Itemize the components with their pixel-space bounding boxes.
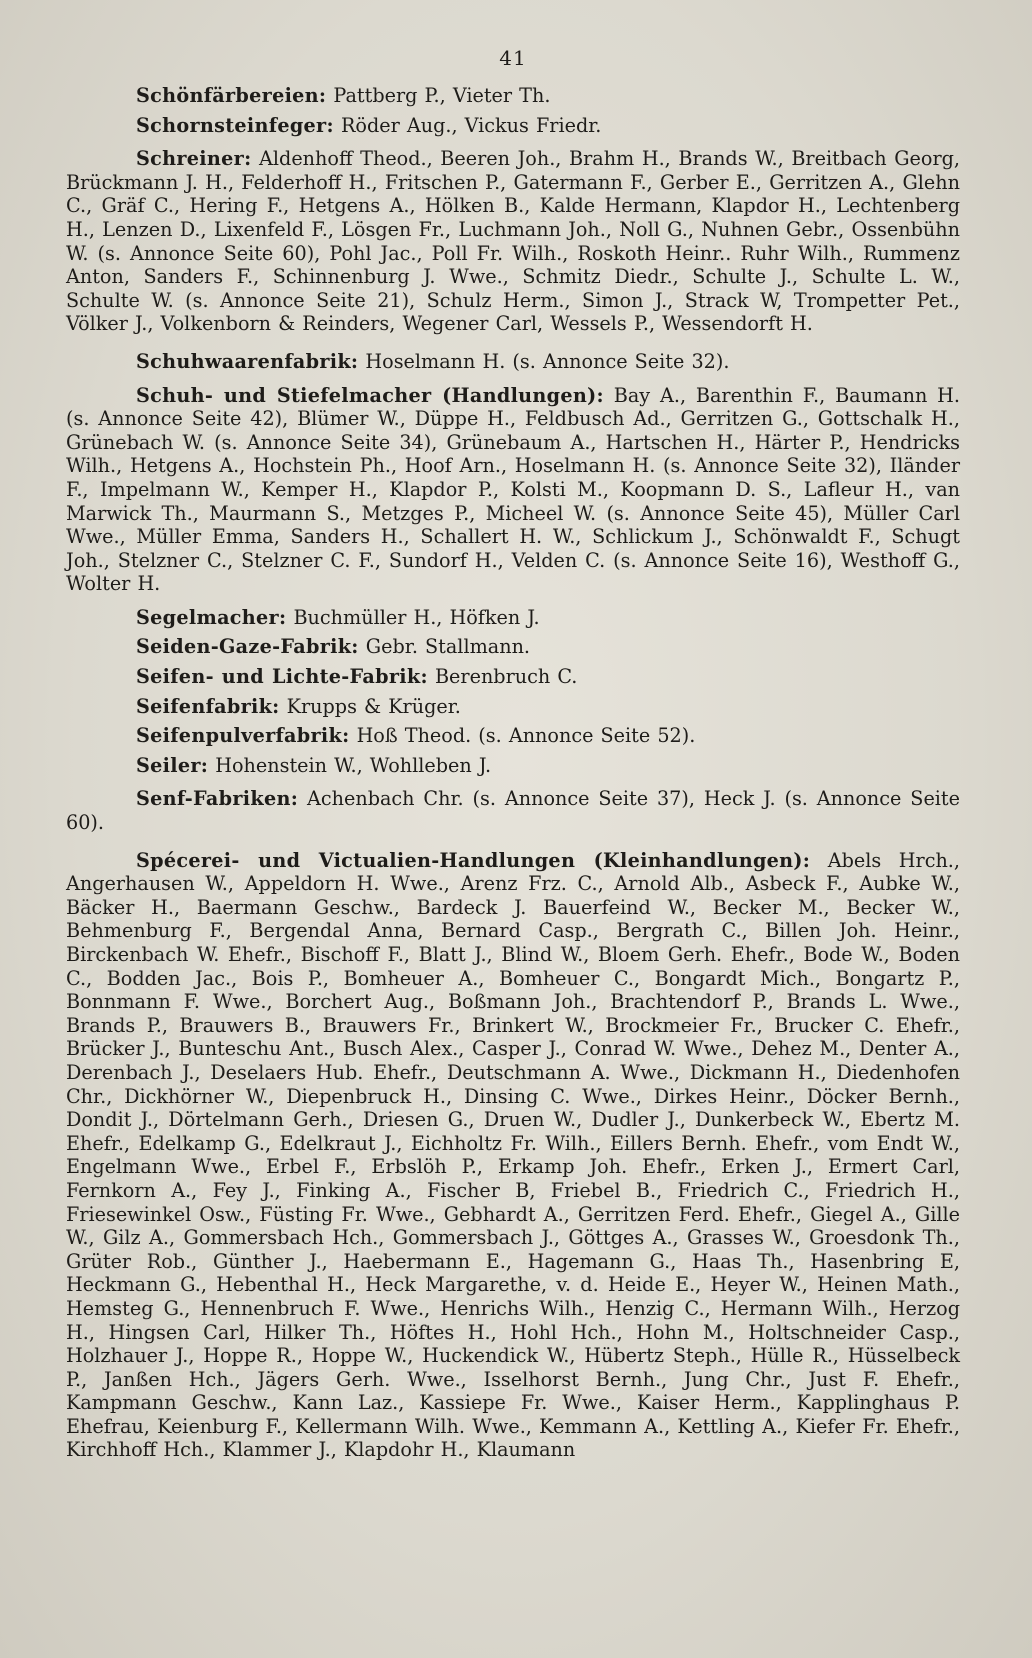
entry-text: Krupps & Krüger.: [279, 694, 461, 718]
entry-specerei-und-victualien: [66, 849, 960, 1462]
entry-heading: Schreiner:: [136, 147, 252, 171]
entry-heading: Senf-Fabriken:: [136, 787, 299, 811]
entry-text: Aldenhoff Theod., Beeren Joh., Brahm H., Brands W., Breitbach Georg, Brückmann J. H., Felderhoff H., Fritschen P., Gatermann F., Gerber E., Gerritzen A., Glehn C., Gräf C., Hering F., Hetgens A., Hölken B., Kalde Hermann, Klapdor H., Lechtenberg H., Lenzen D., Lixenfeld F., Lösgen Fr., Luchmann Joh., Noll G., Nuhnen Gebr., Ossenbühn W. (s. Annonce Seite 60), Pohl Jac., Poll Fr. Wilh., Roskoth Heinr.. Ruhr Wilh., Rummenz Anton, Sanders F., Schinnenburg J. Wwe., Schmitz Diedr., Schulte J., Schulte L. W., Schulte W. (s. Annonce Seite 21), Schulz Herm., Simon J., Strack W, Trompetter Pet., Völker J., Volkenborn & Reinders, Wegener Carl, Wessels P., Wessendorft H.: [66, 147, 960, 336]
entry-heading: Seifen- und Lichte-Fabrik:: [136, 665, 428, 689]
entry-seifen-und-lichte-fabrik: [66, 665, 960, 689]
entry-heading: Spécerei- und Victualien-Handlungen (Kleinhandlungen):: [136, 848, 811, 872]
entry-heading: Segelmacher:: [136, 605, 287, 629]
entry-schreiner: [66, 147, 960, 336]
entry-seiden-gaze-fabrik: [66, 635, 960, 659]
entry-text: Buchmüller H., Höfken J.: [286, 605, 540, 629]
entry-heading: Seifenfabrik:: [136, 694, 280, 718]
entry-text: Pattberg P., Vieter Th.: [326, 84, 551, 107]
page-number: 41: [499, 46, 527, 70]
entry-seifenfabrik: [66, 695, 960, 719]
entry-text: Berenbruch C.: [427, 665, 578, 689]
entry-schornsteinfeger: [66, 114, 960, 138]
entry-schuh-und-stiefelmacher: [66, 384, 960, 596]
entry-heading: Seiler:: [136, 753, 209, 777]
entry-heading: Schuhwaarenfabrik:: [136, 349, 359, 373]
entry-schuhwaarenfabrik: [66, 350, 960, 374]
entry-heading: Schönfärbereien:: [136, 84, 327, 107]
entry-segelmacher: [66, 606, 960, 630]
entry-text: Hoß Theod. (s. Annonce Seite 52).: [349, 724, 696, 748]
entry-heading: Seifenpulverfabrik:: [136, 724, 350, 748]
entry-seiler: [66, 754, 960, 778]
entry-seifenpulverfabrik: [66, 724, 960, 748]
entry-heading: Seiden-Gaze-Fabrik:: [136, 635, 359, 659]
entry-text: Gebr. Stallmann.: [358, 635, 531, 659]
entry-text: Achenbach Chr. (s. Annonce Seite 37), Heck J. (s. Annonce Seite 60).: [66, 787, 960, 835]
entry-schoenfaerbereien: [66, 84, 960, 108]
entry-text: Bay A., Barenthin F., Baumann H. (s. Annonce Seite 42), Blümer W., Düppe H., Feldbusch Ad., Gerritzen G., Gottschalk H., Grünebach W. (s. Annonce Seite 34), Grünebaum A., Hartschen H., Härter P., Hendricks Wilh., Hetgens A., Hochstein Ph., Hoof Arn., Hoselmann H. (s. Annonce Seite 32), Iländer F., Impelmann W., Kemper H., Klapdor P., Kolsti M., Koopmann D. S., Lafleur H., van Marwick Th., Maurmann S., Metzges P., Micheel W. (s. Annonce Seite 45), Müller Carl Wwe., Müller Emma, Sanders H., Schallert H. W., Schlickum J., Schönwaldt F., Schugt Joh., Stelzner C., Stelzner C. F., Sundorf H., Velden C. (s. Annonce Seite 16), Westhoff G., Wolter H.: [66, 383, 960, 596]
entry-text: Röder Aug., Vickus Friedr.: [333, 113, 602, 137]
entry-senf-fabriken: [66, 787, 960, 834]
entry-text: Hohenstein W., Wohlleben J.: [208, 753, 492, 777]
entry-text: Hoselmann H. (s. Annonce Seite 32).: [358, 349, 730, 373]
entry-heading: Schornsteinfeger:: [136, 113, 334, 137]
entry-heading: Schuh- und Stiefelmacher (Handlungen):: [136, 383, 604, 407]
entry-text: Abels Hrch., Angerhausen W., Appeldorn H. Wwe., Arenz Frz. C., Arnold Alb., Asbeck F., Aubke W., Bäcker H., Baermann Geschw., Bardeck J. Bauerfeind W., Becker M., Becker W., Behmenburg F., Bergendal Anna, Bernard Casp., Bergrath C., Billen Joh. Heinr., Birckenbach W. Ehefr., Bischoff F., Blatt J., Blind W., Bloem Gerh. Ehefr., Bode W., Boden C., Bodden Jac., Bois P., Bomheuer A., Bomheuer C., Bongardt Mich., Bongartz P., Bonnmann F. Wwe., Borchert Aug., Boßmann Joh., Brachtendorf P., Brands L. Wwe., Brands P., Brauwers B., Brauwers Fr., Brinkert W., Brockmeier Fr., Brucker C. Ehefr., Brücker J., Bunteschu Ant., Busch Alex., Casper J., Conrad W. Wwe., Dehez M., Denter A., Derenbach J., Deselaers Hub. Ehefr., Deutschmann A. Wwe., Dickmann H., Diedenhofen Chr., Dickhörner W., Diepenbruck H., Dinsing C. Wwe., Dirkes Heinr., Döcker Bernh., Dondit J., Dörtelmann Gerh., Driesen G., Druen W., Dudler J., Dunkerbeck W., Ebertz M. Ehefr., Edelkamp G., Edelkraut J., Eichholtz Fr. Wilh., Eillers Bernh. Ehefr., vom Endt W., Engelmann Wwe., Erbel F., Erbslöh P., Erkamp Joh. Ehefr., Erken J., Ermert Carl, Fernkorn A., Fey J., Finking A., Fischer B, Friebel B., Friedrich C., Friedrich H., Friesewinkel Osw., Füsting Fr. Wwe., Gebhardt A., Gerritzen Ferd. Ehefr., Giegel A., Gille W., Gilz A., Gommersbach Hch., Gommersbach J., Göttges A., Grasses W., Groesdonk Th., Grüter Rob., Günther J., Haebermann E., Hagemann G., Haas Th., Hasenbring E, Heckmann G., Hebenthal H., Heck Margarethe, v. d. Heide E., Heyer W., Heinen Math., Hemsteg G., Hennenbruch F. Wwe., Henrichs Wilh., Henzig C., Hermann Wilh., Herzog H., Hingsen Carl, Hilker Th., Höftes H., Hohl Hch., Hohn M., Holtschneider Casp., Holzhauer J., Hoppe R., Hoppe W., Huckendick W., Hübertz Steph., Hülle R., Hüsselbeck P., Janßen Hch., Jägers Gerh. Wwe., Isselhorst Bernh., Jung Chr., Just F. Ehefr., Kampmann Geschw., Kann Laz., Kassiepe Fr. Wwe., Kaiser Herm., Kapplinghaus P. Ehefrau, Keienburg F., Kellermann Wilh. Wwe., Kemmann A., Kettling A., Kiefer Fr. Ehefr., Kirchhoff Hch., Klammer J., Klapdohr H., Klaumann: [66, 848, 960, 1462]
